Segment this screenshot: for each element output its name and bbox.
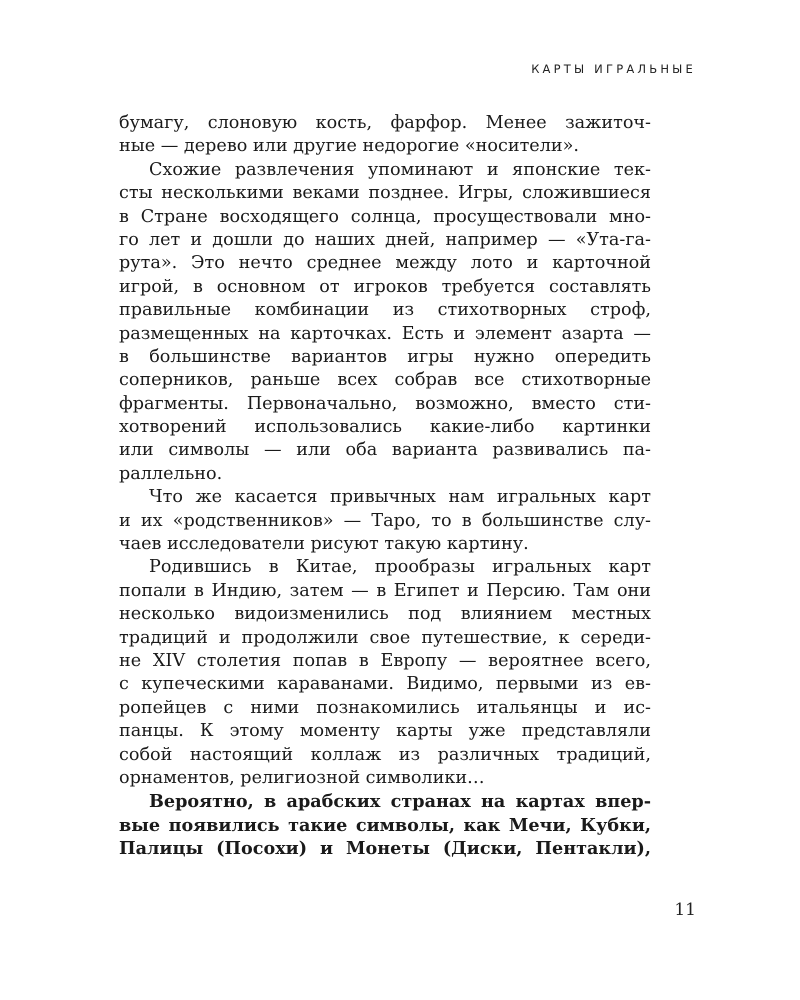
text-line: в Стране восходящего солнца, просуществовали мно- [119,206,651,227]
text-line: несколько видоизменились под влиянием местных [119,604,651,625]
text-line: хотворений использовались какие-либо картинки [119,417,651,438]
text-line: не XIV столетия попав в Европу — вероятнее всего, [119,650,651,671]
text-line: собой настоящий коллаж из различных традиций, [119,744,651,765]
body-text [119,112,651,861]
text-line: ропейцев с ними познакомились итальянцы и ис- [119,697,651,718]
text-line: рута». Это нечто среднее между лото и карточной [119,253,651,274]
text-line: чаев исследователи рисуют такую картину. [119,534,529,555]
text-line: Палицы (Посохи) и Монеты (Диски, Пентакли), [119,838,651,860]
text-line: бумагу, слоновую кость, фарфор. Менее зажиточ- [119,113,651,133]
text-line: и их «родственников» — Таро, то в большинстве слу- [119,510,651,531]
text-line: панцы. К этому моменту карты уже представляли [119,721,651,742]
page-number: 11 [674,900,696,920]
text-line: сты несколькими веками позднее. Игры, сложившиеся [119,183,651,204]
paragraph [119,159,651,486]
text-line: орнаментов, религиозной символики… [119,767,485,788]
text-line: фрагменты. Первоначально, возможно, вместо сти- [119,393,651,414]
text-line: Родившись в Китае, прообразы игральных карт [149,557,651,578]
text-line: традиций и продолжили свое путешествие, к середи- [119,627,651,648]
text-line: Что же касается привычных нам игральных карт [149,487,651,508]
text-line: вые появились такие символы, как Мечи, Кубки, [119,814,651,836]
text-line: в большинстве вариантов игры нужно опередить [119,346,651,367]
text-line: Схожие развлечения упоминают и японские тек- [149,159,651,180]
text-line: попали в Индию, затем — в Египет и Персию. Там они [119,580,651,601]
text-line: или символы — или оба варианта развивались па- [119,440,651,461]
paragraph [119,556,651,790]
text-line: игрой, в основном от игроков требуется составлять [119,276,651,297]
text-line: раллельно. [119,463,223,484]
text-line: с купеческими караванами. Видимо, первыми из ев- [119,674,651,695]
text-line: ные — дерево или другие недорогие «носители». [119,136,579,157]
text-line: соперников, раньше всех собрав все стихотворные [119,370,651,391]
paragraph [119,112,651,159]
text-line: правильные комбинации из стихотворных строф, [119,300,651,321]
paragraph-bold [119,790,651,860]
paragraph [119,486,651,556]
text-line: Вероятно, в арабских странах на картах впер- [149,791,651,813]
text-line: размещенных на карточках. Есть и элемент азарта — [119,323,651,344]
text-line: го лет и дошли до наших дней, например — «Ута-га- [119,229,651,250]
running-head: КАРТЫ ИГРАЛЬНЫЕ [531,62,696,76]
